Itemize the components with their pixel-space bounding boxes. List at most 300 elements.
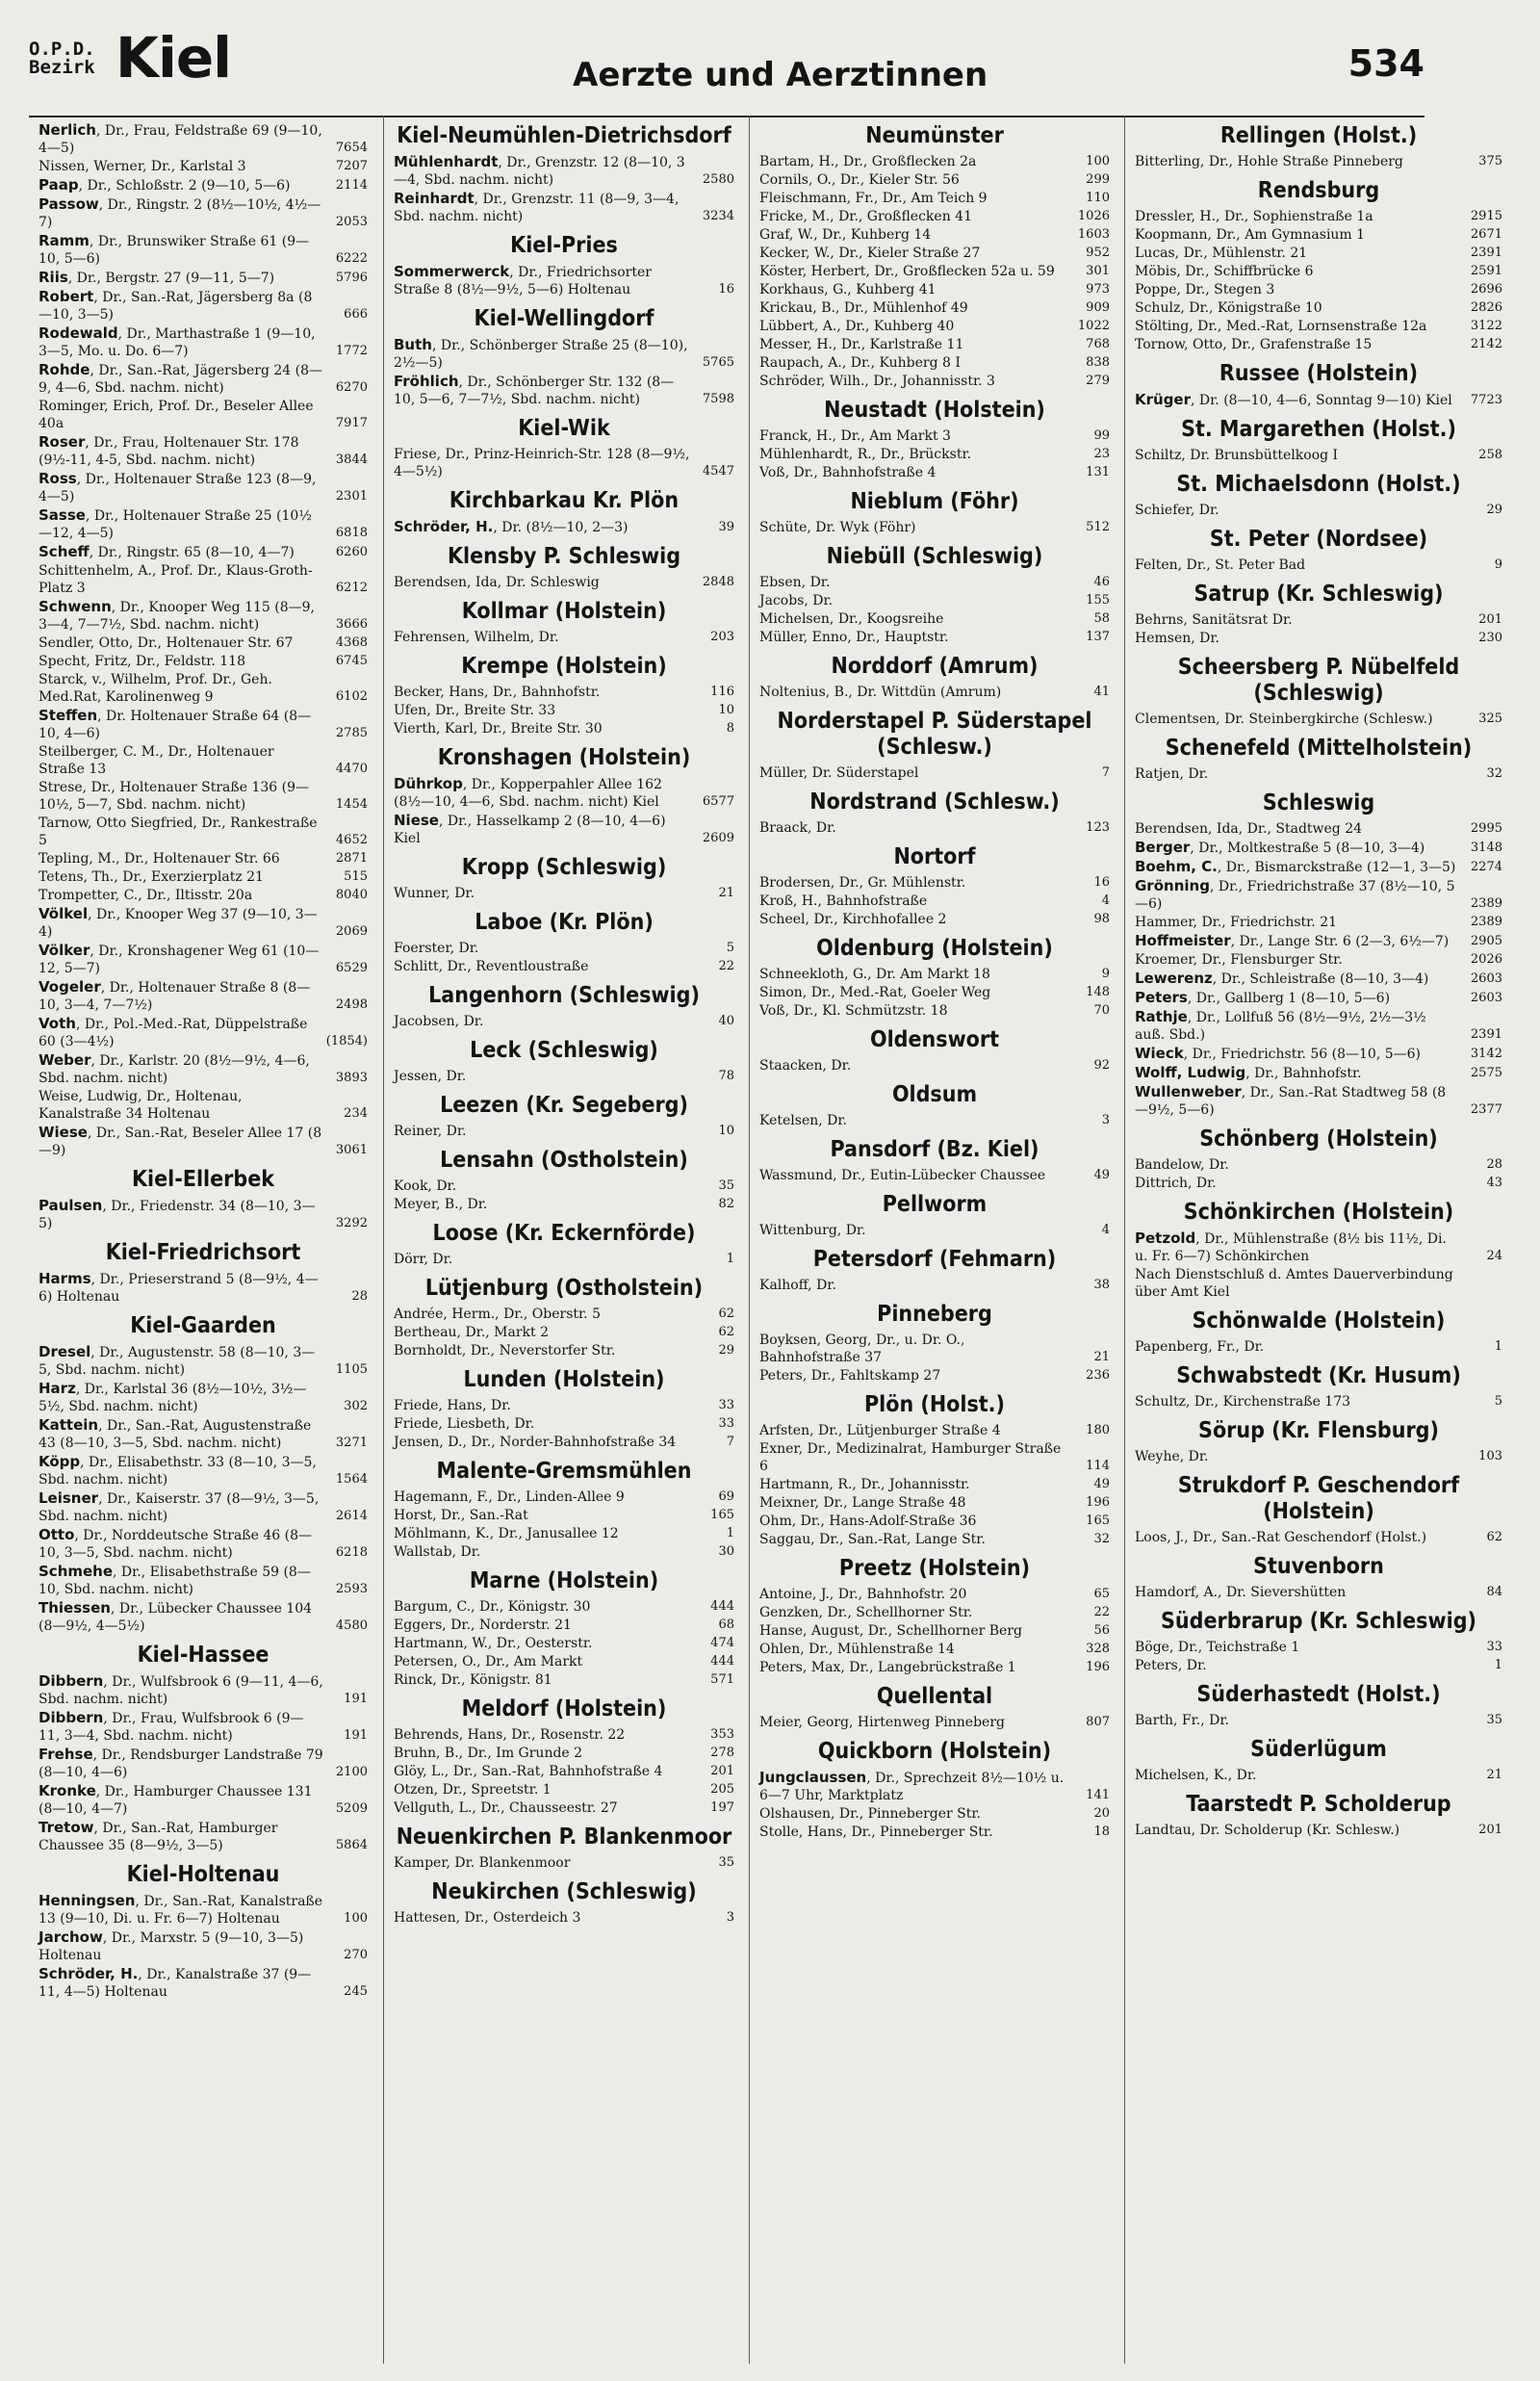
entry-text: Schiltz, Dr. Brunsbüttelkoog I xyxy=(1135,448,1339,463)
entry-text: Wallstab, Dr. xyxy=(394,1544,481,1560)
entry-text: , Dr., San.-Rat, Beseler Allee 17 (8—9) xyxy=(38,1126,322,1158)
entry-text: Sendler, Otto, Dr., Holtenauer Str. 67 xyxy=(38,635,294,651)
entry-phone: 2826 xyxy=(1470,300,1502,315)
entry-text: , Dr., Lollfuß 56 (8½—9½, 2½—3½ auß. Sbd.) xyxy=(1135,1010,1426,1043)
entry-text: Voß, Dr., Kl. Schmützstr. 18 xyxy=(759,1003,948,1019)
directory-entry xyxy=(38,1124,368,1159)
entry-phone: 38 xyxy=(1093,1278,1110,1292)
entry-text: Ebsen, Dr. xyxy=(759,575,831,590)
section-heading: Schönwalde (Holstein) xyxy=(1192,1308,1446,1333)
section-heading: Klensby P. Schleswig xyxy=(447,544,681,569)
section-heading: Lütjenburg (Ostholstein) xyxy=(424,1276,704,1301)
entry-text: Friese, Dr., Prinz-Heinrich-Str. 128 (8—9½, 4—5½) xyxy=(394,447,690,479)
entry-phone: 100 xyxy=(1086,154,1110,168)
entry-phone: 909 xyxy=(1086,300,1110,315)
entry-phone: 3148 xyxy=(1470,841,1502,855)
entry-phone: 6270 xyxy=(335,380,368,395)
entry-phone: 515 xyxy=(344,869,368,884)
directory-entry xyxy=(38,361,368,397)
entry-name: Tretow xyxy=(38,1819,94,1836)
entry-text: , Dr., Friedrichsorter Straße 8 (8½—9½, 5—6) Holtenau xyxy=(394,265,652,298)
entry-text: , Dr., San.-Rat, Augustenstraße 43 (8—10, 3—5, Sbd. nachm. nicht) xyxy=(38,1418,312,1451)
entry-phone: 6218 xyxy=(335,1545,368,1560)
entry-name: Wieck xyxy=(1135,1045,1184,1062)
directory-entry xyxy=(394,1909,734,1927)
entry-text: Schlitt, Dr., Reventloustraße xyxy=(394,959,589,974)
page-header xyxy=(29,27,1424,117)
section-heading: Oldenburg (Holstein) xyxy=(816,936,1053,961)
entry-phone: 201 xyxy=(710,1764,734,1778)
directory-entry xyxy=(38,598,368,634)
entry-name: Rohde xyxy=(38,361,90,378)
section-heading: Lunden (Holstein) xyxy=(463,1367,665,1392)
entry-phone: 62 xyxy=(718,1307,734,1321)
column-4 xyxy=(1124,116,1510,2364)
entry-text: Otzen, Dr., Spreetstr. 1 xyxy=(394,1782,552,1798)
entry-phone: 10 xyxy=(718,1124,734,1138)
directory-entry xyxy=(394,958,734,975)
directory-entry xyxy=(759,373,1110,390)
entry-phone: 2871 xyxy=(335,851,368,866)
entry-text: Peters, Max, Dr., Langebrückstraße 1 xyxy=(759,1660,1016,1675)
entry-phone: 4547 xyxy=(702,464,734,479)
entry-name: Henningsen xyxy=(38,1892,136,1909)
entry-text: , Dr., Karlstr. 20 (8½—9½, 4—6, Sbd. nachm. nicht) xyxy=(38,1053,310,1086)
section-heading: Neukirchen (Schleswig) xyxy=(431,1879,697,1904)
entry-phone: 444 xyxy=(710,1654,734,1669)
directory-entry xyxy=(1135,1639,1502,1656)
column-1 xyxy=(29,116,375,2364)
entry-text: Staacken, Dr. xyxy=(759,1058,852,1074)
entry-phone: 666 xyxy=(344,307,368,322)
entry-phone: 4652 xyxy=(335,833,368,847)
directory-entry xyxy=(1135,1712,1502,1729)
entry-phone: 16 xyxy=(1093,875,1110,890)
entry-phone: 70 xyxy=(1093,1003,1110,1018)
entry-text: , Dr., Bergstr. 27 (9—11, 5—7) xyxy=(67,271,275,286)
entry-text: Michelsen, Dr., Koogsreihe xyxy=(759,611,944,627)
directory-entry xyxy=(38,707,368,742)
entry-name: Mühlenhardt xyxy=(394,153,499,170)
entry-phone: 2391 xyxy=(1470,1027,1502,1042)
entry-text: Lübbert, A., Dr., Kuhberg 40 xyxy=(759,319,955,334)
entry-phone: 2591 xyxy=(1470,264,1502,278)
entry-name: Frehse xyxy=(38,1746,93,1763)
directory-entry xyxy=(1135,336,1502,353)
entry-phone: 20 xyxy=(1093,1806,1110,1821)
entry-phone: 5864 xyxy=(335,1838,368,1852)
entry-phone: 58 xyxy=(1093,611,1110,626)
directory-entry xyxy=(38,1051,368,1087)
entry-phone: 78 xyxy=(718,1069,734,1083)
entry-text: Berendsen, Ida, Dr., Stadtweg 24 xyxy=(1135,821,1363,837)
directory-entry xyxy=(759,427,1110,445)
entry-text: , Dr., Grenzstr. 11 (8—9, 3—4, Sbd. nachm. nicht) xyxy=(394,192,680,224)
section-heading: Kropp (Schleswig) xyxy=(461,855,667,880)
entry-text: Cornils, O., Dr., Kieler Str. 56 xyxy=(759,172,960,188)
entry-text: , Dr., Frau, Holtenauer Str. 178 (9½-11, 4-5, Sbd. nachm. nicht) xyxy=(38,435,299,468)
entry-text: Hartmann, R., Dr., Johannisstr. xyxy=(759,1477,970,1492)
entry-phone: 328 xyxy=(1086,1642,1110,1656)
entry-name: Harms xyxy=(38,1270,91,1287)
directory-entry xyxy=(1135,1083,1502,1119)
directory-entry xyxy=(759,1604,1110,1621)
entry-text: , Dr., Mühlenstraße (8½ bis 11½, Di. u. Fr. 6—7) Schönkirchen xyxy=(1135,1231,1447,1264)
entry-text: , Dr., Knooper Weg 37 (9—10, 3—4) xyxy=(38,907,318,940)
entry-name: Steffen xyxy=(38,707,98,724)
directory-entry xyxy=(1135,711,1502,728)
entry-text: Hanse, August, Dr., Schellhorner Berg xyxy=(759,1623,1022,1639)
entry-text: , Dr., Holtenauer Straße 25 (10½—12, 4—5) xyxy=(38,508,312,541)
entry-phone: 6212 xyxy=(335,581,368,595)
section-heading: Pansdorf (Bz. Kiel) xyxy=(830,1137,1040,1162)
entry-text: Kalhoff, Dr. xyxy=(759,1278,836,1293)
entry-text: Hattesen, Dr., Osterdeich 3 xyxy=(394,1910,581,1926)
entry-phone: 2026 xyxy=(1470,952,1502,967)
directory-entry xyxy=(38,543,368,561)
entry-name: Sommerwerck xyxy=(394,263,510,280)
entry-text: Möhlmann, K., Dr., Janusallee 12 xyxy=(394,1526,619,1541)
directory-entry xyxy=(394,1854,734,1872)
directory-entry xyxy=(38,887,368,904)
directory-entry xyxy=(394,518,734,536)
directory-entry xyxy=(38,1709,368,1745)
directory-entry xyxy=(38,634,368,652)
entry-text: Weyhe, Dr. xyxy=(1135,1449,1209,1464)
section-heading: Schenefeld (Mittelholstein) xyxy=(1165,736,1473,761)
entry-text: , Dr., Marthastraße 1 (9—10, 3—5, Mo. u. Do. 6—7) xyxy=(38,326,316,359)
entry-phone: 21 xyxy=(718,886,734,900)
entry-phone: 2785 xyxy=(335,726,368,740)
entry-phone: 191 xyxy=(344,1728,368,1743)
directory-entry xyxy=(759,984,1110,1001)
directory-entry xyxy=(38,1746,368,1781)
section-heading: Rendsburg xyxy=(1257,178,1380,203)
entry-text: Friede, Liesbeth, Dr. xyxy=(394,1416,535,1432)
directory-entry xyxy=(759,263,1110,280)
entry-text: Schultz, Dr., Kirchenstraße 173 xyxy=(1135,1394,1351,1410)
entry-name: Lewerenz xyxy=(1135,970,1213,987)
directory-entry xyxy=(38,868,368,886)
entry-phone: 2848 xyxy=(702,575,734,589)
entry-phone: 18 xyxy=(1093,1825,1110,1839)
directory-entry xyxy=(38,653,368,670)
directory-entry xyxy=(38,1088,368,1123)
entry-text: Ohlen, Dr., Mühlenstraße 14 xyxy=(759,1642,955,1657)
entry-text: , Dr., San.-Rat Stadtweg 58 (8—9½, 5—6) xyxy=(1135,1085,1447,1118)
directory-entry xyxy=(1135,391,1502,409)
entry-text: Schittenhelm, A., Prof. Dr., Klaus-Groth-Platz 3 xyxy=(38,563,313,596)
entry-phone: 165 xyxy=(1086,1514,1110,1528)
directory-entry xyxy=(394,1671,734,1689)
directory-entry xyxy=(759,519,1110,536)
entry-phone: 116 xyxy=(710,685,734,699)
directory-entry xyxy=(759,299,1110,317)
entry-name: Scheff xyxy=(38,543,90,560)
directory-entry xyxy=(1135,765,1502,783)
entry-phone: 1 xyxy=(1494,1339,1502,1354)
entry-phone: 973 xyxy=(1086,282,1110,297)
entry-text: , Dr., Marxstr. 5 (9—10, 3—5) Holtenau xyxy=(38,1930,304,1963)
entry-text: , Dr., Kopperpahler Allee 162 (8½—10, 4—6, Sbd. nachm. nicht) Kiel xyxy=(394,777,662,810)
directory-entry xyxy=(38,324,368,360)
entry-text: Dittrich, Dr. xyxy=(1135,1176,1217,1191)
directory-entry xyxy=(394,336,734,372)
directory-entry xyxy=(759,1513,1110,1530)
entry-name: Boehm, C. xyxy=(1135,858,1218,875)
section-heading: Quellental xyxy=(876,1684,993,1709)
entry-phone: 3061 xyxy=(335,1143,368,1157)
section-heading: Petersdorf (Fehmarn) xyxy=(812,1247,1057,1272)
directory-entry xyxy=(394,263,734,298)
entry-text: Antoine, J., Dr., Bahnhofstr. 20 xyxy=(759,1587,967,1602)
directory-entry xyxy=(38,1965,368,2001)
entry-phone: 114 xyxy=(1086,1459,1110,1473)
directory-entry xyxy=(759,354,1110,372)
directory-entry xyxy=(38,905,368,941)
entry-phone: 3 xyxy=(726,1910,734,1925)
entry-phone: 1772 xyxy=(335,344,368,358)
section-heading: Preetz (Holstein) xyxy=(838,1556,1031,1581)
entry-phone: 5765 xyxy=(702,355,734,370)
entry-text: Köster, Herbert, Dr., Großflecken 52a u. 59 xyxy=(759,264,1055,279)
section-heading: Meldorf (Holstein) xyxy=(461,1696,667,1721)
entry-phone: 123 xyxy=(1086,820,1110,835)
entry-text: , Dr., San.-Rat, Jägersberg 24 (8—9, 4—6, Sbd. nachm. nicht) xyxy=(38,363,323,396)
entry-name: Rodewald xyxy=(38,324,118,342)
entry-phone: 165 xyxy=(710,1508,734,1522)
section-heading: Plön (Holst.) xyxy=(863,1392,1005,1417)
entry-text: , Dr., Friedrichstr. 56 (8—10, 5—6) xyxy=(1183,1047,1422,1062)
entry-phone: (1854) xyxy=(325,1034,368,1048)
directory-entry xyxy=(38,1453,368,1488)
directory-entry xyxy=(394,1617,734,1634)
entry-text: Schiefer, Dr. xyxy=(1135,503,1219,518)
directory-entry xyxy=(759,1440,1110,1475)
entry-text: Becker, Hans, Dr., Bahnhofstr. xyxy=(394,685,601,700)
directory-entry xyxy=(394,1123,734,1140)
directory-entry xyxy=(1135,970,1502,988)
page-number: 534 xyxy=(1348,42,1424,85)
entry-name: Passow xyxy=(38,195,99,213)
entry-phone: 1022 xyxy=(1077,319,1110,333)
entry-phone: 33 xyxy=(718,1416,734,1431)
entry-phone: 28 xyxy=(1486,1157,1502,1172)
directory-entry xyxy=(38,121,368,157)
entry-text: Brodersen, Dr., Gr. Mühlenstr. xyxy=(759,875,966,891)
directory-entry xyxy=(1135,1657,1502,1674)
entry-phone: 1105 xyxy=(335,1362,368,1377)
section-heading: Nieblum (Föhr) xyxy=(850,489,1019,514)
column-3 xyxy=(749,116,1117,2364)
entry-text: Fleischmann, Fr., Dr., Am Teich 9 xyxy=(759,191,988,206)
directory-entry xyxy=(759,1622,1110,1640)
section-heading: Schwabstedt (Kr. Husum) xyxy=(1176,1363,1461,1388)
directory-entry xyxy=(38,942,368,977)
directory-entry xyxy=(38,506,368,542)
entry-text: Messer, H., Dr., Karlstraße 11 xyxy=(759,337,964,352)
directory-entry xyxy=(759,153,1110,170)
entry-text: Rinck, Dr., Königstr. 81 xyxy=(394,1672,552,1688)
entry-phone: 2391 xyxy=(1470,246,1502,260)
section-heading: Russee (Holstein) xyxy=(1219,361,1419,386)
directory-entry xyxy=(1135,299,1502,317)
directory-entry xyxy=(38,1380,368,1415)
directory-entry xyxy=(759,1769,1110,1804)
entry-text: Felten, Dr., St. Peter Bad xyxy=(1135,557,1306,573)
section-heading: Süderhastedt (Holst.) xyxy=(1196,1682,1441,1707)
entry-name: Dührkop xyxy=(394,775,463,792)
section-heading: Taarstedt P. Scholderup xyxy=(1186,1792,1451,1817)
directory-entry xyxy=(394,373,734,408)
entry-phone: 201 xyxy=(1478,612,1502,627)
directory-entry xyxy=(394,446,734,480)
directory-entry xyxy=(1135,1584,1502,1601)
entry-phone: 7723 xyxy=(1470,393,1502,407)
directory-entry xyxy=(1135,245,1502,262)
directory-entry xyxy=(1135,226,1502,244)
entry-phone: 2609 xyxy=(702,831,734,845)
directory-entry xyxy=(38,1489,368,1525)
entry-phone: 325 xyxy=(1478,712,1502,726)
entry-phone: 2593 xyxy=(335,1582,368,1596)
entry-phone: 148 xyxy=(1086,985,1110,999)
entry-phone: 40 xyxy=(718,1014,734,1028)
directory-entry xyxy=(394,1799,734,1817)
district-label xyxy=(29,40,95,77)
entry-phone: 24 xyxy=(1486,1249,1502,1263)
directory-entry xyxy=(759,1422,1110,1439)
entry-phone: 56 xyxy=(1093,1623,1110,1638)
entry-text: Bruhn, B., Dr., Im Grunde 2 xyxy=(394,1746,583,1761)
entry-name: Otto xyxy=(38,1526,75,1543)
entry-text: Kroemer, Dr., Flensburger Str. xyxy=(1135,952,1343,968)
entry-text: Graf, W., Dr., Kuhberg 14 xyxy=(759,227,932,243)
entry-phone: 3666 xyxy=(335,617,368,632)
entry-phone: 16 xyxy=(718,282,734,297)
entry-text: Bitterling, Dr., Hohle Straße Pinneberg xyxy=(1135,154,1403,169)
entry-text: Exner, Dr., Medizinalrat, Hamburger Straße 6 xyxy=(759,1441,1062,1474)
entry-phone: 353 xyxy=(710,1727,734,1742)
entry-text: Braack, Dr. xyxy=(759,820,836,836)
section-heading: Satrup (Kr. Schleswig) xyxy=(1194,582,1444,607)
entry-text: Weise, Ludwig, Dr., Holtenau, Kanalstraße 34 Holtenau xyxy=(38,1089,243,1122)
entry-phone: 4 xyxy=(1101,1223,1110,1237)
directory-entry xyxy=(759,226,1110,244)
entry-text: Fehrensen, Wilhelm, Dr. xyxy=(394,630,559,645)
entry-text: Eggers, Dr., Norderstr. 21 xyxy=(394,1618,572,1633)
entry-phone: 3234 xyxy=(702,209,734,223)
directory-entry xyxy=(1135,820,1502,838)
entry-phone: 22 xyxy=(718,959,734,973)
entry-phone: 22 xyxy=(1093,1605,1110,1619)
entry-text: Ufen, Dr., Breite Str. 33 xyxy=(394,703,556,718)
entry-name: Völker xyxy=(38,942,90,959)
section-heading: Kiel-Wik xyxy=(518,416,610,441)
entry-name: Hoffmeister xyxy=(1135,932,1231,949)
section-heading: Neuenkirchen P. Blankenmoor xyxy=(396,1825,732,1850)
directory-entry xyxy=(1135,502,1502,519)
entry-phone: 2100 xyxy=(335,1765,368,1779)
entry-text: Berendsen, Ida, Dr. Schleswig xyxy=(394,575,600,590)
entry-text: Strese, Dr., Holtenauer Straße 136 (9—10½, 5—7, Sbd. nachm. nicht) xyxy=(38,780,310,813)
directory-entry xyxy=(394,1397,734,1414)
entry-phone: 2580 xyxy=(702,172,734,187)
section-heading: Nordstrand (Schlesw.) xyxy=(809,789,1060,815)
entry-name: Roser xyxy=(38,433,86,451)
entry-text: Jensen, D., Dr., Norder-Bahnhofstraße 34 xyxy=(394,1435,677,1450)
entry-phone: 3122 xyxy=(1470,319,1502,333)
directory-entry xyxy=(38,1892,368,1928)
entry-phone: 7917 xyxy=(335,416,368,430)
directory-entry xyxy=(759,1332,1110,1366)
directory-entry xyxy=(1135,1393,1502,1410)
entry-text: Boyksen, Georg, Dr., u. Dr. O., Bahnhofstraße 37 xyxy=(759,1333,965,1365)
entry-phone: 9 xyxy=(1101,967,1110,981)
entry-phone: 3 xyxy=(1101,1113,1110,1127)
entry-phone: 203 xyxy=(710,630,734,644)
entry-text: Korkhaus, G., Kuhberg 41 xyxy=(759,282,937,298)
entry-text: Bornholdt, Dr., Neverstorfer Str. xyxy=(394,1343,616,1359)
section-heading: Langenhorn (Schleswig) xyxy=(428,983,700,1008)
directory-entry xyxy=(759,1222,1110,1239)
section-heading: Kollmar (Holstein) xyxy=(461,599,667,624)
entry-text: Ohm, Dr., Hans-Adolf-Straße 36 xyxy=(759,1514,977,1529)
section-heading: St. Peter (Nordsee) xyxy=(1209,527,1428,552)
entry-name: Wiese xyxy=(38,1124,88,1141)
entry-text: Starck, v., Wilhelm, Prof. Dr., Geh. Med.Rat, Karolinenweg 9 xyxy=(38,672,272,705)
entry-phone: 2069 xyxy=(335,924,368,939)
directory-entry xyxy=(759,1476,1110,1493)
entry-text: Poppe, Dr., Stegen 3 xyxy=(1135,282,1275,298)
directory-entry xyxy=(394,629,734,646)
entry-name: Krüger xyxy=(1135,391,1192,408)
entry-phone: 100 xyxy=(344,1911,368,1926)
entry-phone: 131 xyxy=(1086,465,1110,479)
entry-name: Buth xyxy=(394,336,432,353)
directory-entry xyxy=(759,1586,1110,1603)
directory-entry xyxy=(394,1324,734,1341)
section-heading: Krempe (Holstein) xyxy=(461,654,667,679)
entry-text: Foerster, Dr. xyxy=(394,941,479,956)
entry-text: Bargum, C., Dr., Königstr. 30 xyxy=(394,1599,591,1615)
directory-entry xyxy=(38,850,368,867)
entry-phone: 2114 xyxy=(335,178,368,193)
directory-entry xyxy=(759,684,1110,701)
section-heading: Strukdorf P. Geschendorf (Holstein) xyxy=(1177,1473,1460,1524)
entry-text: , Dr., Ringstr. 65 (8—10, 4—7) xyxy=(89,545,295,560)
directory-entry xyxy=(394,1726,734,1744)
entry-phone: 512 xyxy=(1086,520,1110,534)
entry-phone: 5796 xyxy=(335,271,368,285)
entry-phone: 236 xyxy=(1086,1368,1110,1383)
directory-entry xyxy=(759,1805,1110,1823)
directory-entry xyxy=(1135,1338,1502,1356)
entry-phone: 43 xyxy=(1486,1176,1502,1190)
entry-phone: 29 xyxy=(1486,503,1502,517)
entry-text: , Dr., Prieserstrand 5 (8—9½, 4—6) Holtenau xyxy=(38,1272,319,1305)
entry-text: Schröder, Wilh., Dr., Johannisstr. 3 xyxy=(759,374,995,389)
entry-phone: 92 xyxy=(1093,1058,1110,1073)
entry-phone: 2995 xyxy=(1470,821,1502,836)
directory-entry xyxy=(38,779,368,814)
directory-entry xyxy=(38,1928,368,1964)
entry-phone: 137 xyxy=(1086,630,1110,644)
entry-phone: 1 xyxy=(1494,1658,1502,1672)
entry-name: Reinhardt xyxy=(394,190,475,207)
directory-entry xyxy=(394,1507,734,1524)
directory-entry xyxy=(38,1343,368,1379)
